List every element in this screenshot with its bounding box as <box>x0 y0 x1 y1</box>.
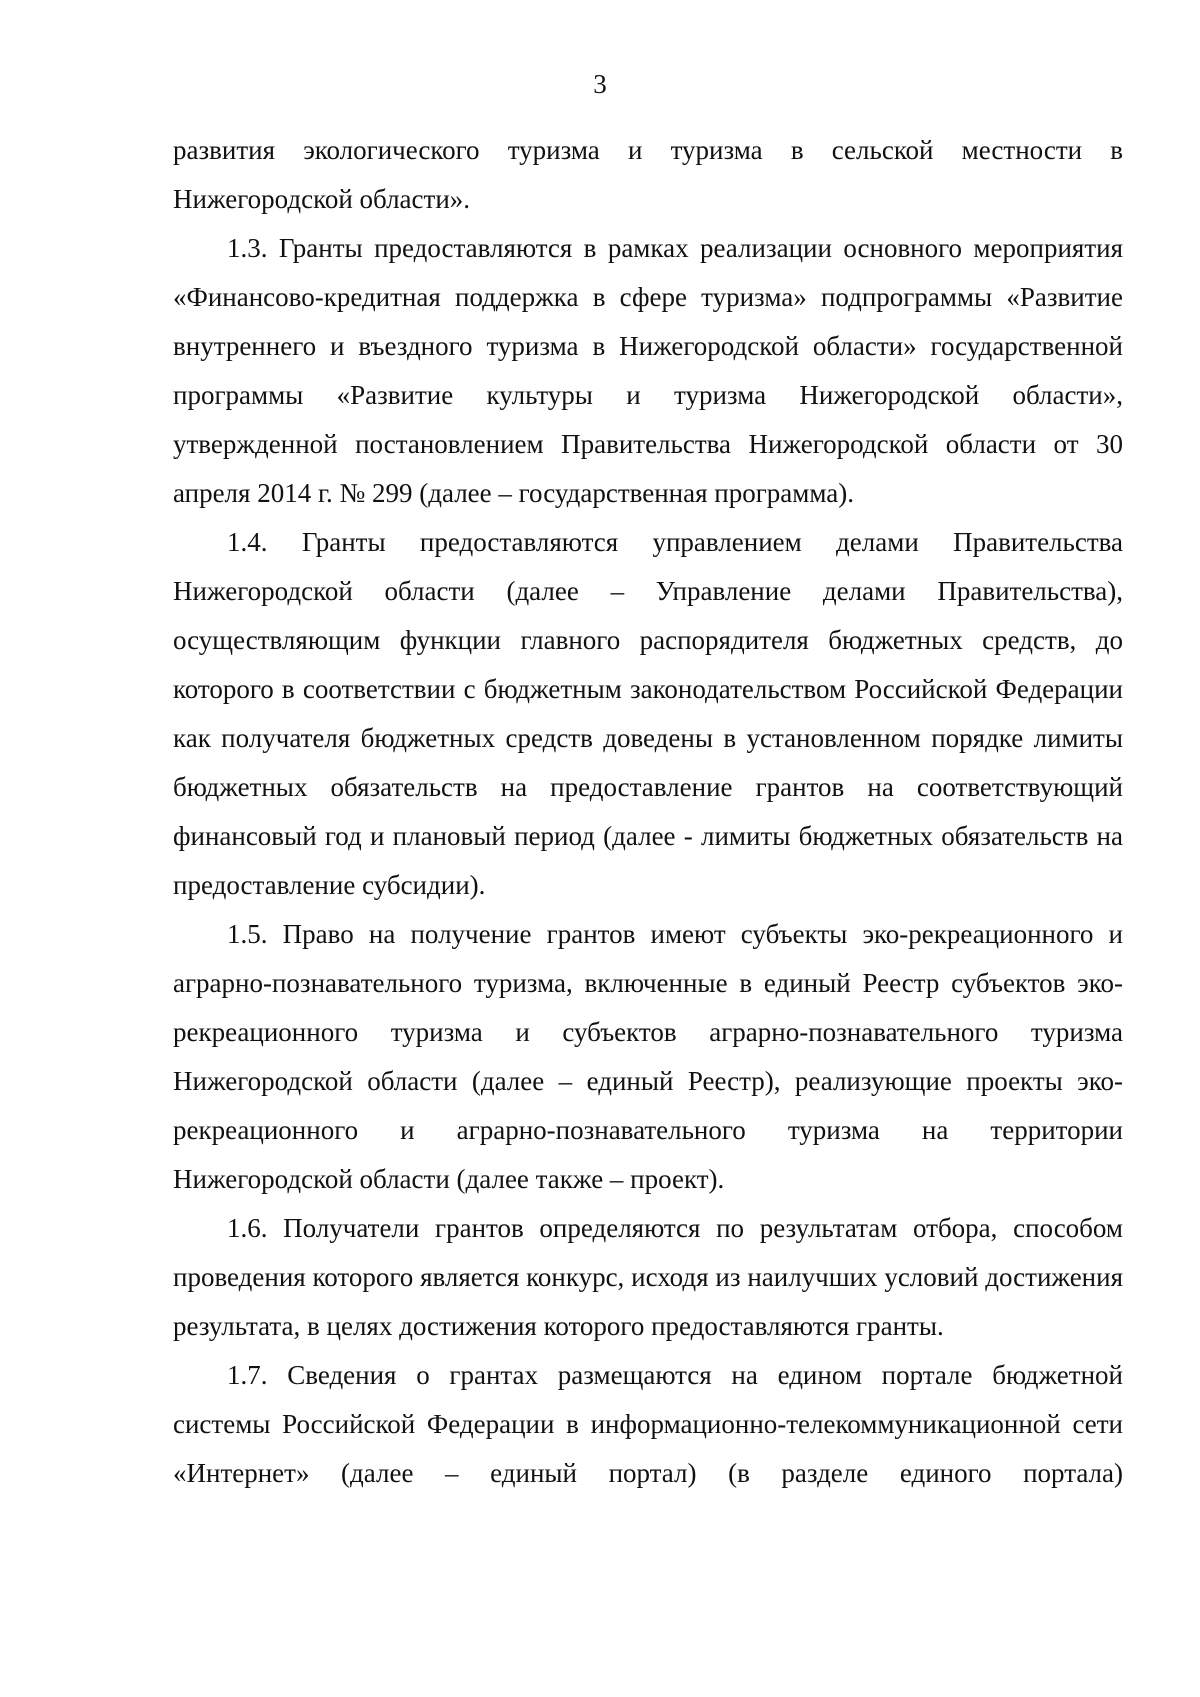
page-number: 3 <box>593 69 607 99</box>
paragraph-1-3: 1.3. Гранты предоставляются в рамках реализации основного мероприятия «Финансово-кредитная поддержка в сфере туризма» подпрограммы «Развитие внутреннего и въездного туризма в Нижегородской области» государственной программы «Развитие культуры и туризма Нижегородской области», утвержденной постановлением Правительства Нижегородской области от 30 апреля 2014 г. № 299 (далее – государственная программа). <box>173 233 1123 508</box>
paragraph-1-4: 1.4. Гранты предоставляются управлением делами Правительства Нижегородской области (далее – Управление делами Правительства), осуществляющим функции главного распорядителя бюджетных средств, до которого в соответствии с бюджетным законодательством Российской Федерации как получателя бюджетных средств доведены в установленном порядке лимиты бюджетных обязательств на предоставление грантов на соответствующий финансовый год и плановый период (далее - лимиты бюджетных обязательств на предоставление субсидии). <box>173 527 1123 900</box>
paragraph-1-7: 1.7. Сведения о грантах размещаются на едином портале бюджетной системы Российской Федерации в информационно-телекоммуникационной сети «Интернет» (далее – единый портал) (в разделе единого портала) <box>173 1360 1123 1488</box>
paragraph-continuation: развития экологического туризма и туризма в сельской местности в Нижегородской области». <box>173 135 1123 214</box>
document-body <box>173 126 1123 1498</box>
paragraph-1-6: 1.6. Получатели грантов определяются по результатам отбора, способом проведения которого является конкурс, исходя из наилучших условий достижения результата, в целях достижения которого предоставляются гранты. <box>173 1213 1123 1341</box>
paragraph-1-5: 1.5. Право на получение грантов имеют субъекты эко-рекреационного и аграрно-познавательного туризма, включенные в единый Реестр субъектов эко-рекреационного туризма и субъектов аграрно-познавательного туризма Нижегородской области (далее – единый Реестр), реализующие проекты эко-рекреационного и аграрно-познавательного туризма на территории Нижегородской области (далее также – проект). <box>173 919 1123 1194</box>
